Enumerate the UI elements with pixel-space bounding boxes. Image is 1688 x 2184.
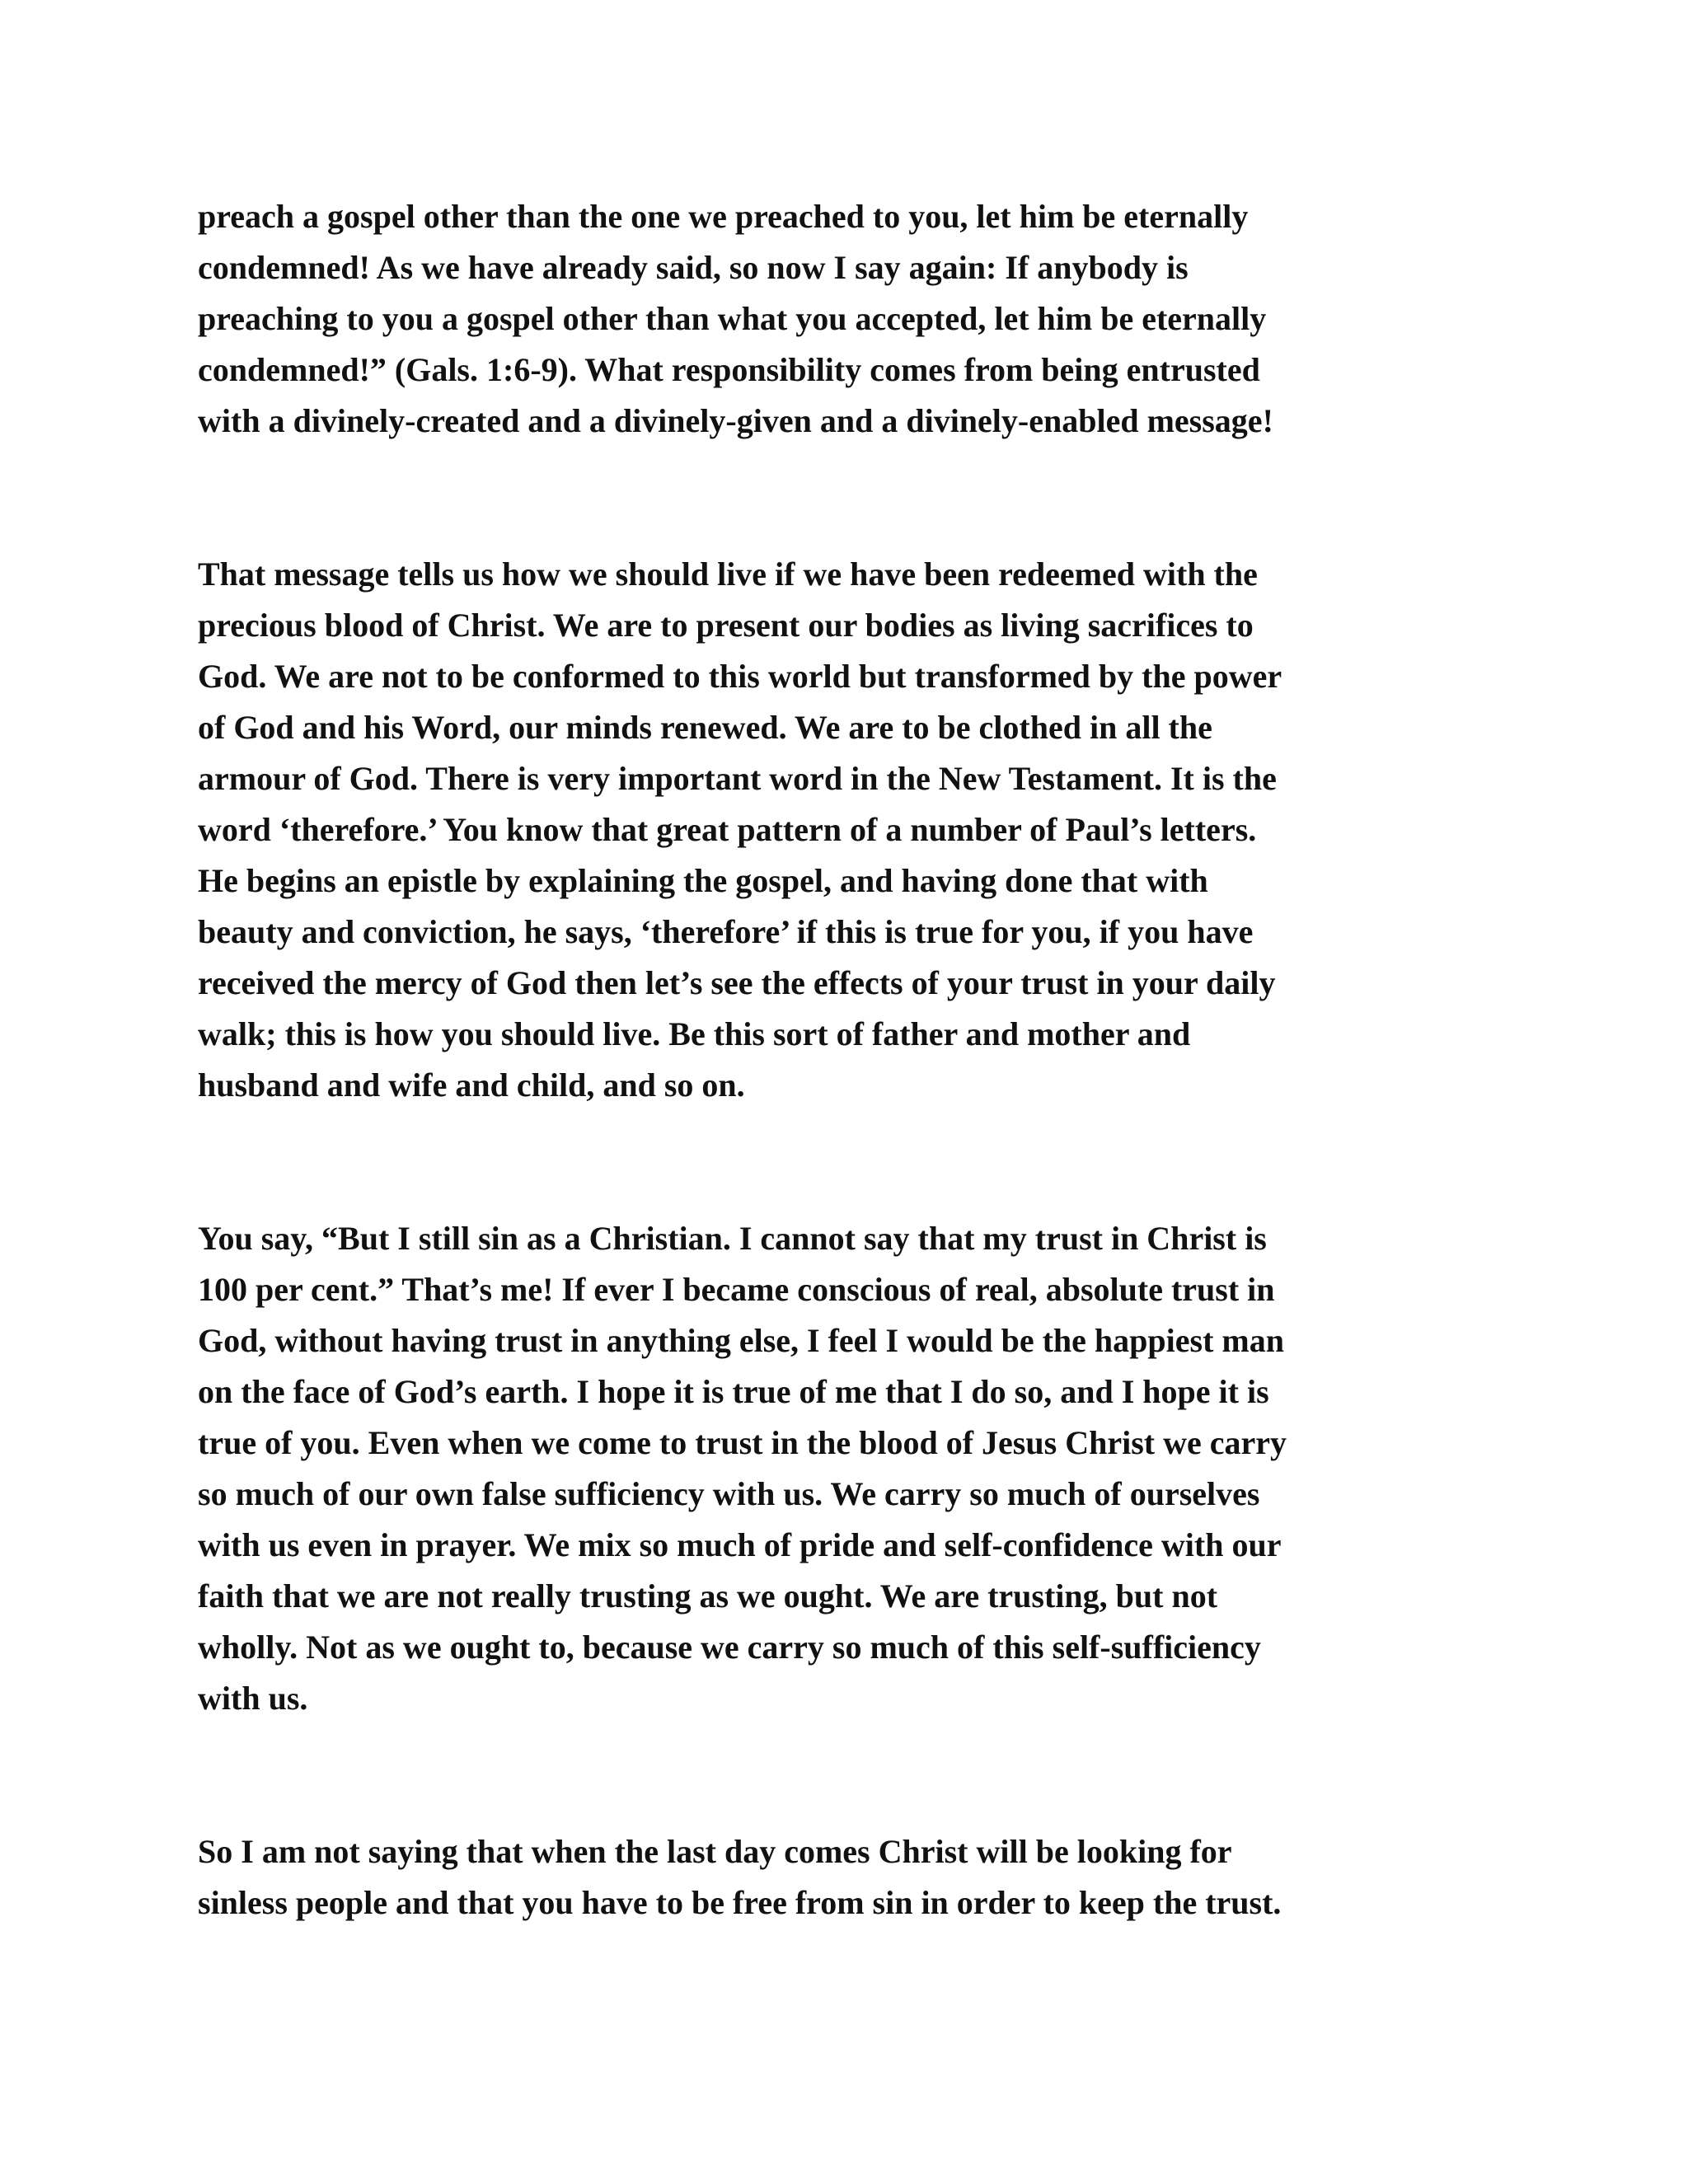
paragraph-4: [198, 1826, 1492, 1929]
text-line: faith that we are not really trusting as we ought. We are trusting, but not: [198, 1577, 1218, 1615]
text-line: God. We are not to be conformed to this world but transformed by the power: [198, 658, 1282, 695]
paragraph-1: [198, 191, 1492, 447]
text-line: So I am not saying that when the last day comes Christ will be looking for: [198, 1833, 1232, 1870]
text-line: walk; this is how you should live. Be this sort of father and mother and: [198, 1015, 1191, 1052]
text-line: preaching to you a gospel other than what you accepted, let him be eternally: [198, 300, 1267, 337]
text-line: with us even in prayer. We mix so much of pride and self-confidence with our: [198, 1526, 1282, 1563]
text-line: sinless people and that you have to be free from sin in order to keep the trust.: [198, 1884, 1282, 1921]
text-line: with a divinely-created and a divinely-given and a divinely-enabled message!: [198, 402, 1273, 439]
paragraph-2: [198, 549, 1492, 1111]
text-line: received the mercy of God then let’s see the effects of your trust in your daily: [198, 964, 1276, 1001]
text-line: beauty and conviction, he says, ‘therefore’ if this is true for you, if you have: [198, 913, 1254, 950]
text-line: preach a gospel other than the one we preached to you, let him be eternally: [198, 198, 1249, 235]
text-line: God, without having trust in anything else, I feel I would be the happiest man: [198, 1322, 1284, 1359]
text-line: so much of our own false sufficiency with us. We carry so much of ourselves: [198, 1475, 1260, 1512]
text-line: on the face of God’s earth. I hope it is true of me that I do so, and I hope it is: [198, 1373, 1269, 1410]
text-line: 100 per cent.” That’s me! If ever I became conscious of real, absolute trust in: [198, 1271, 1275, 1308]
text-line: condemned! As we have already said, so now I say again: If anybody is: [198, 249, 1189, 286]
text-line: condemned!” (Gals. 1:6-9). What responsibility comes from being entrusted: [198, 351, 1260, 388]
text-line: You say, “But I still sin as a Christian. I cannot say that my trust in Christ is: [198, 1220, 1267, 1257]
text-line: armour of God. There is very important word in the New Testament. It is the: [198, 760, 1277, 797]
text-line: husband and wife and child, and so on.: [198, 1066, 745, 1104]
document-page: [198, 191, 1492, 2031]
text-line: of God and his Word, our minds renewed. We are to be clothed in all the: [198, 709, 1212, 746]
text-line: He begins an epistle by explaining the gospel, and having done that with: [198, 862, 1208, 899]
text-line: word ‘therefore.’ You know that great pattern of a number of Paul’s letters.: [198, 811, 1257, 848]
text-line: That message tells us how we should live if we have been redeemed with the: [198, 555, 1258, 593]
text-line: with us.: [198, 1680, 308, 1717]
text-line: wholly. Not as we ought to, because we carry so much of this self-sufficiency: [198, 1629, 1261, 1666]
paragraph-3: [198, 1213, 1492, 1724]
text-line: precious blood of Christ. We are to present our bodies as living sacrifices to: [198, 607, 1254, 644]
text-line: true of you. Even when we come to trust in the blood of Jesus Christ we carry: [198, 1424, 1287, 1461]
